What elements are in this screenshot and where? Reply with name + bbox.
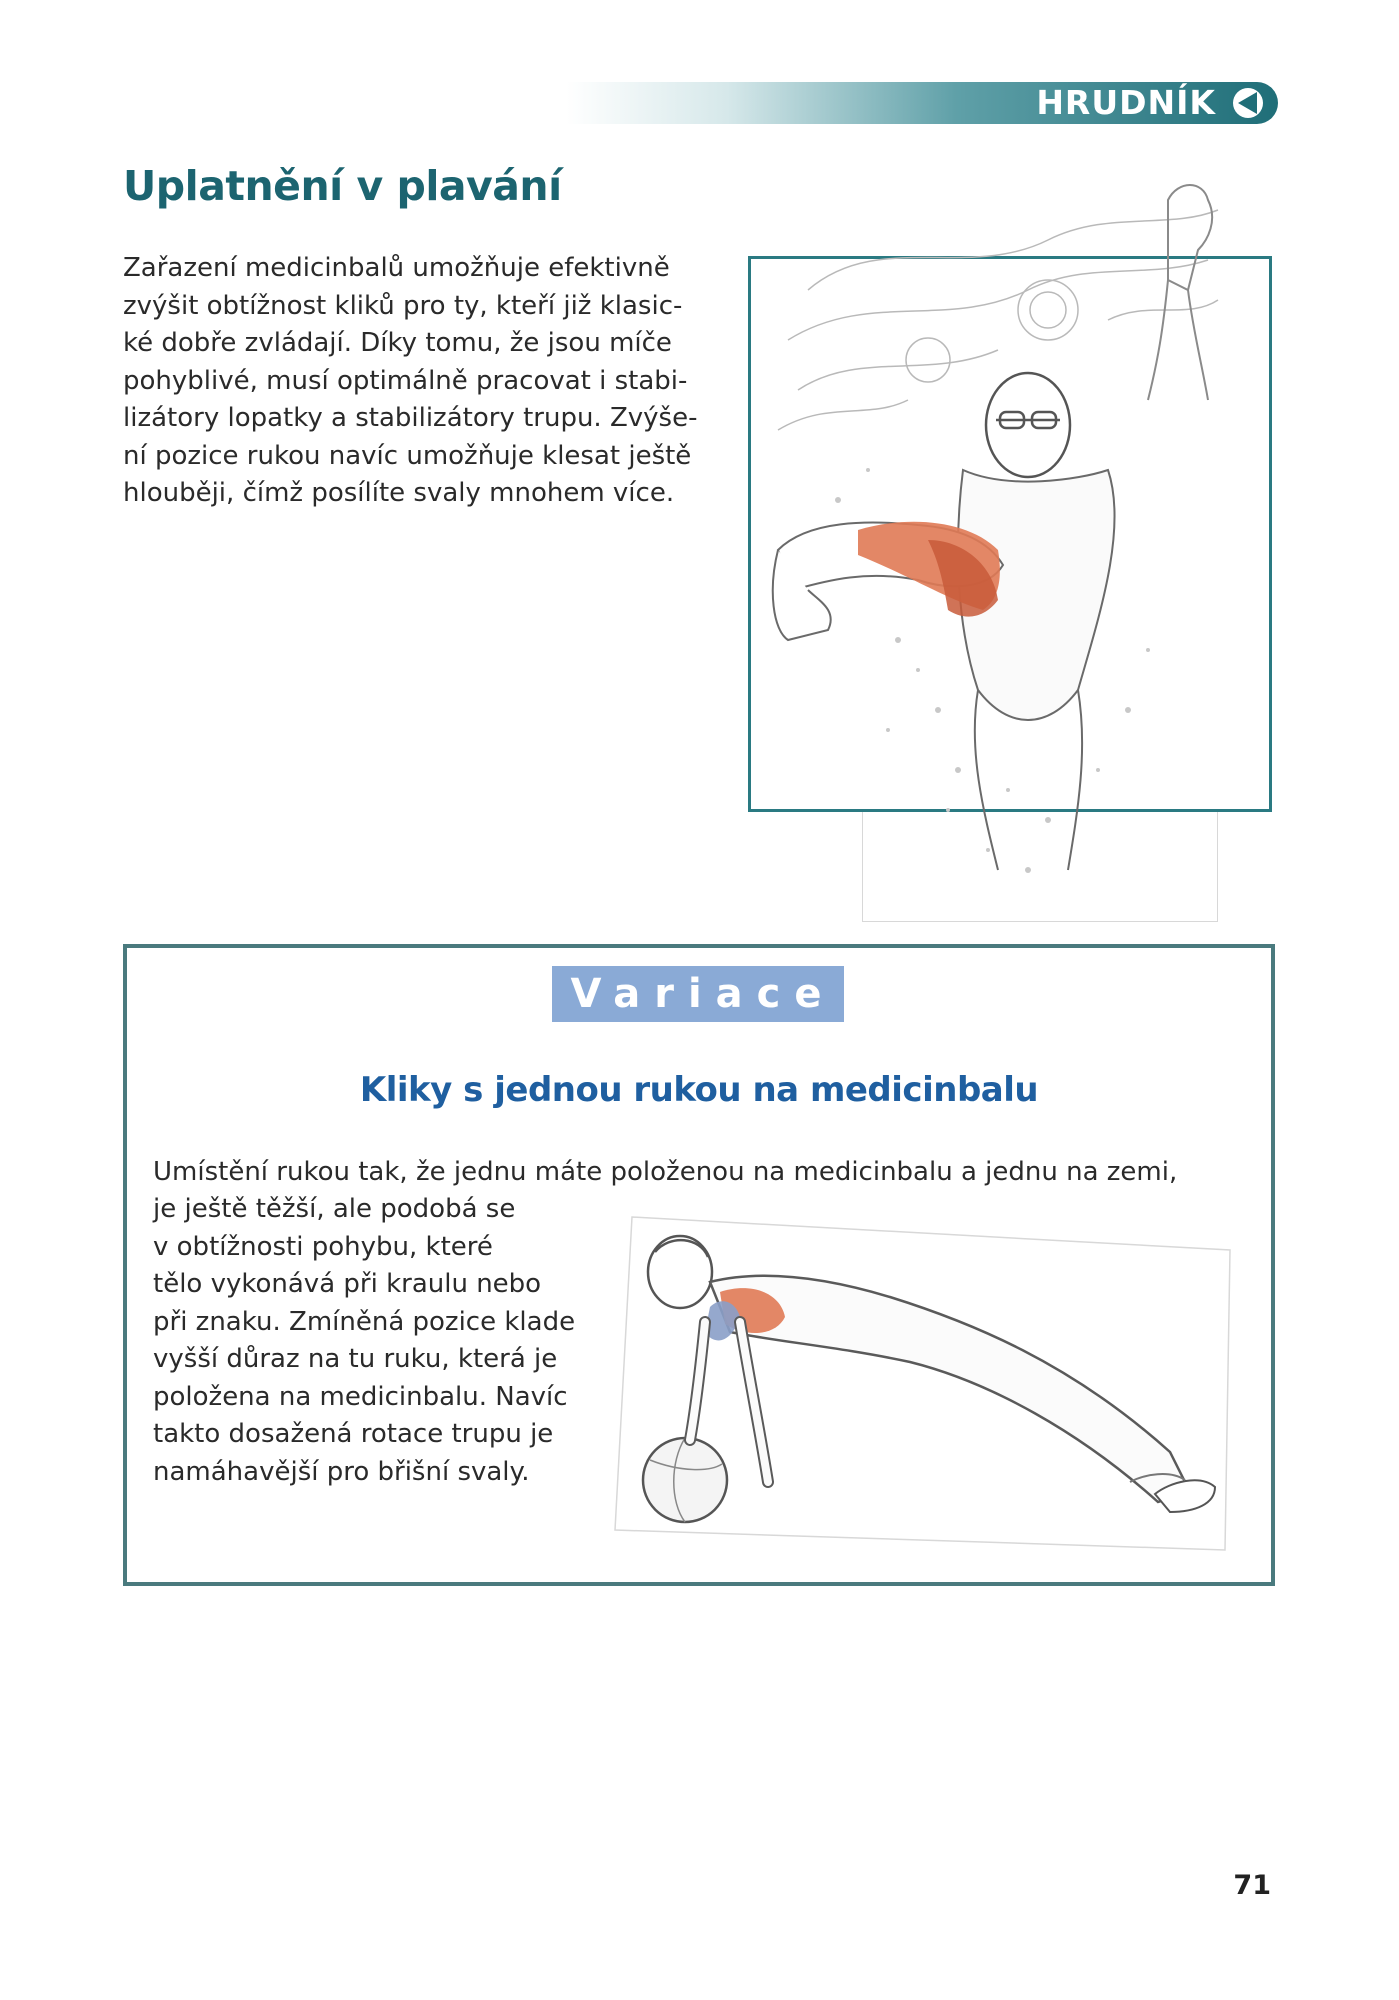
variation-line: v obtížnosti pohybu, které — [153, 1231, 493, 1262]
page-title: Uplatnění v plavání — [123, 162, 562, 210]
variation-line: položena na medicinbalu. Navíc — [153, 1381, 568, 1412]
section-header-bar — [130, 82, 1278, 124]
variation-line: takto dosažená rotace trupu je — [153, 1419, 554, 1449]
variation-line: namáhavější pro břišní svaly. — [153, 1456, 530, 1487]
page-number: 71 — [1233, 1870, 1271, 1901]
pushup-illustration — [610, 1212, 1260, 1552]
intro-line: lizátory lopatky a stabilizátory trupu. Zvýše- — [123, 403, 698, 433]
variation-line: tělo vykonává při kraulu nebo — [153, 1269, 542, 1299]
triangle-left-icon — [1232, 87, 1264, 119]
intro-line: zvýšit obtížnost kliků pro ty, kteří již klasic- — [123, 290, 683, 321]
variation-line: při znaku. Zmíněná pozice klade — [153, 1306, 576, 1337]
intro-paragraph — [123, 250, 709, 513]
intro-line: hlouběji, čímž posílíte svaly mnohem více. — [123, 478, 675, 508]
intro-line: Zařazení medicinbalů umožňuje efektivně — [123, 253, 670, 283]
section-title: HRUDNÍK — [1036, 83, 1216, 122]
intro-line: ké dobře zvládají. Díky tomu, že jsou míče — [123, 328, 672, 358]
swimmer-illustration — [748, 170, 1278, 910]
variation-paragraph — [153, 1191, 593, 1491]
variation-line: vyšší důraz na tu ruku, která je — [153, 1344, 558, 1374]
variation-label: Variace — [552, 966, 844, 1022]
variation-first-line: Umístění rukou tak, že jednu máte položenou na medicinbalu a jednu na zemi, — [153, 1157, 1178, 1187]
variation-line: je ještě těžší, ale podobá se — [153, 1194, 516, 1224]
medicine-ball-icon — [643, 1438, 727, 1522]
intro-line: ní pozice rukou navíc umožňuje klesat ještě — [123, 440, 692, 471]
intro-line: pohyblivé, musí optimálně pracovat i stabi- — [123, 365, 688, 396]
variation-title: Kliky s jednou rukou na medicinbalu — [359, 1070, 1039, 1110]
